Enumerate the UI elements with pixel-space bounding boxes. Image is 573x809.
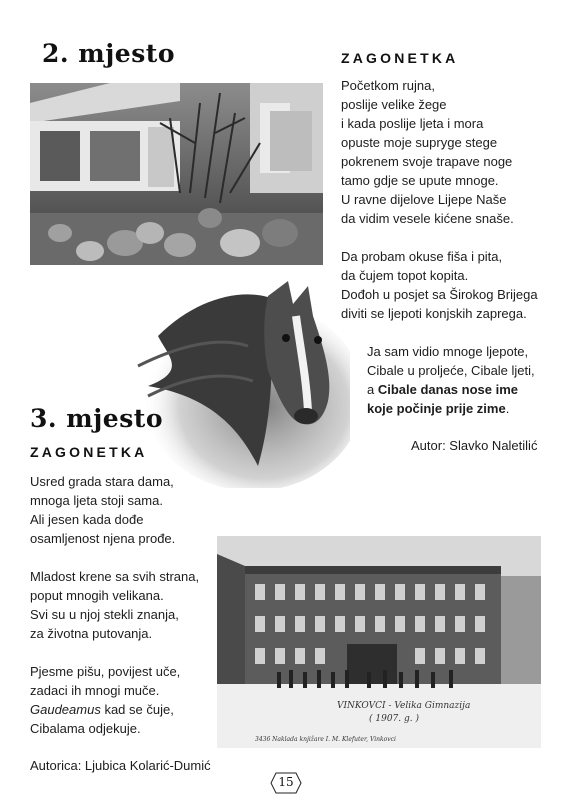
poem-line: za životna putovanja. bbox=[30, 626, 153, 641]
poem-line: poslije velike žege bbox=[341, 97, 447, 112]
poem-line: Ja sam vidio mnoge ljepote, bbox=[367, 344, 529, 359]
poem-line: mnoga ljeta stoji sama. bbox=[30, 493, 163, 508]
poem-bold-text: Cibale danas nose ime bbox=[377, 382, 519, 397]
place-2-poem-final-stanza bbox=[367, 342, 535, 418]
autumn-stand-image bbox=[30, 83, 323, 265]
gymnasium-image bbox=[217, 536, 541, 748]
poem-line: diviti se ljepoti konjskih zaprega. bbox=[341, 306, 527, 321]
poem-line: a Cibale danas nose ime bbox=[367, 382, 519, 397]
poem-line: koje počinje prije zime. bbox=[367, 401, 510, 416]
horse-image bbox=[128, 276, 350, 488]
place-2-heading: ZAGONETKA bbox=[341, 50, 459, 66]
place-2-poem bbox=[341, 76, 538, 323]
poem-line: Usred grada stara dama, bbox=[30, 474, 174, 489]
place-3-poem bbox=[30, 472, 199, 738]
photo-caption-line-1: VINKOVCI - Velika Gimnazija bbox=[337, 701, 471, 711]
poem-line: opuste moje suprуge stege bbox=[341, 135, 498, 150]
page-number bbox=[270, 772, 302, 794]
poem-line: U ravne dijelove Lijepe Naše bbox=[341, 192, 507, 207]
page-number-text: 15 bbox=[278, 775, 294, 789]
poem-line: Mladost krene sa svih strana, bbox=[30, 569, 200, 584]
place-3-title: 3. mjesto bbox=[30, 404, 164, 433]
poem-bold-text: koje počinje prije zime bbox=[367, 401, 506, 416]
place-3-author: Autorica: Ljubica Kolarić-Dumić bbox=[30, 758, 211, 773]
poem-line: i kada poslije ljeta i mora bbox=[341, 116, 484, 131]
poem-line: zadaci ih mnogi muče. bbox=[30, 683, 160, 698]
place-2-author: Autor: Slavko Naletilić bbox=[411, 438, 538, 453]
poem-line: pokrenem svoje trapave noge bbox=[341, 154, 513, 169]
photo-caption-line-2: ( 1907. g. ) bbox=[369, 714, 419, 724]
poem-italic-text: Gaudeamus bbox=[30, 702, 101, 717]
poem-line: Dođoh u posjet sa Širokog Brijega bbox=[341, 287, 538, 302]
poem-line: Ali jesen kada dođe bbox=[30, 512, 144, 527]
poem-line: Pjesme pišu, povijest uče, bbox=[30, 664, 181, 679]
gymnasium-photo bbox=[217, 536, 541, 748]
poem-line: Početkom rujna, bbox=[341, 78, 435, 93]
poem-line: Svi su u njoj stekli znanja, bbox=[30, 607, 179, 622]
poem-line: da čujem topot kopita. bbox=[341, 268, 469, 283]
horse-illustration bbox=[128, 276, 350, 488]
poem-line: tamo gdje se upute mnoge. bbox=[341, 173, 499, 188]
poem-line: Cibale u proljeće, Cibale ljeti, bbox=[367, 363, 535, 378]
poem-line: Cibalama odjekuje. bbox=[30, 721, 141, 736]
autumn-stand-photo bbox=[30, 83, 323, 265]
poem-line: osamljenost njena prođe. bbox=[30, 531, 176, 546]
place-2-title: 2. mjesto bbox=[42, 39, 176, 68]
place-3-heading: ZAGONETKA bbox=[30, 444, 148, 460]
poem-line: da vidim vesele kićene snaše. bbox=[341, 211, 514, 226]
photo-caption-line-3: 3436 Naklada knjižare I. M. Klefuter, Vinkovci bbox=[255, 736, 396, 743]
poem-line: poput mnogih velikana. bbox=[30, 588, 164, 603]
poem-line: Gaudeamus kad se čuje, bbox=[30, 702, 174, 717]
poem-line: Da probam okuse fiša i pita, bbox=[341, 249, 503, 264]
